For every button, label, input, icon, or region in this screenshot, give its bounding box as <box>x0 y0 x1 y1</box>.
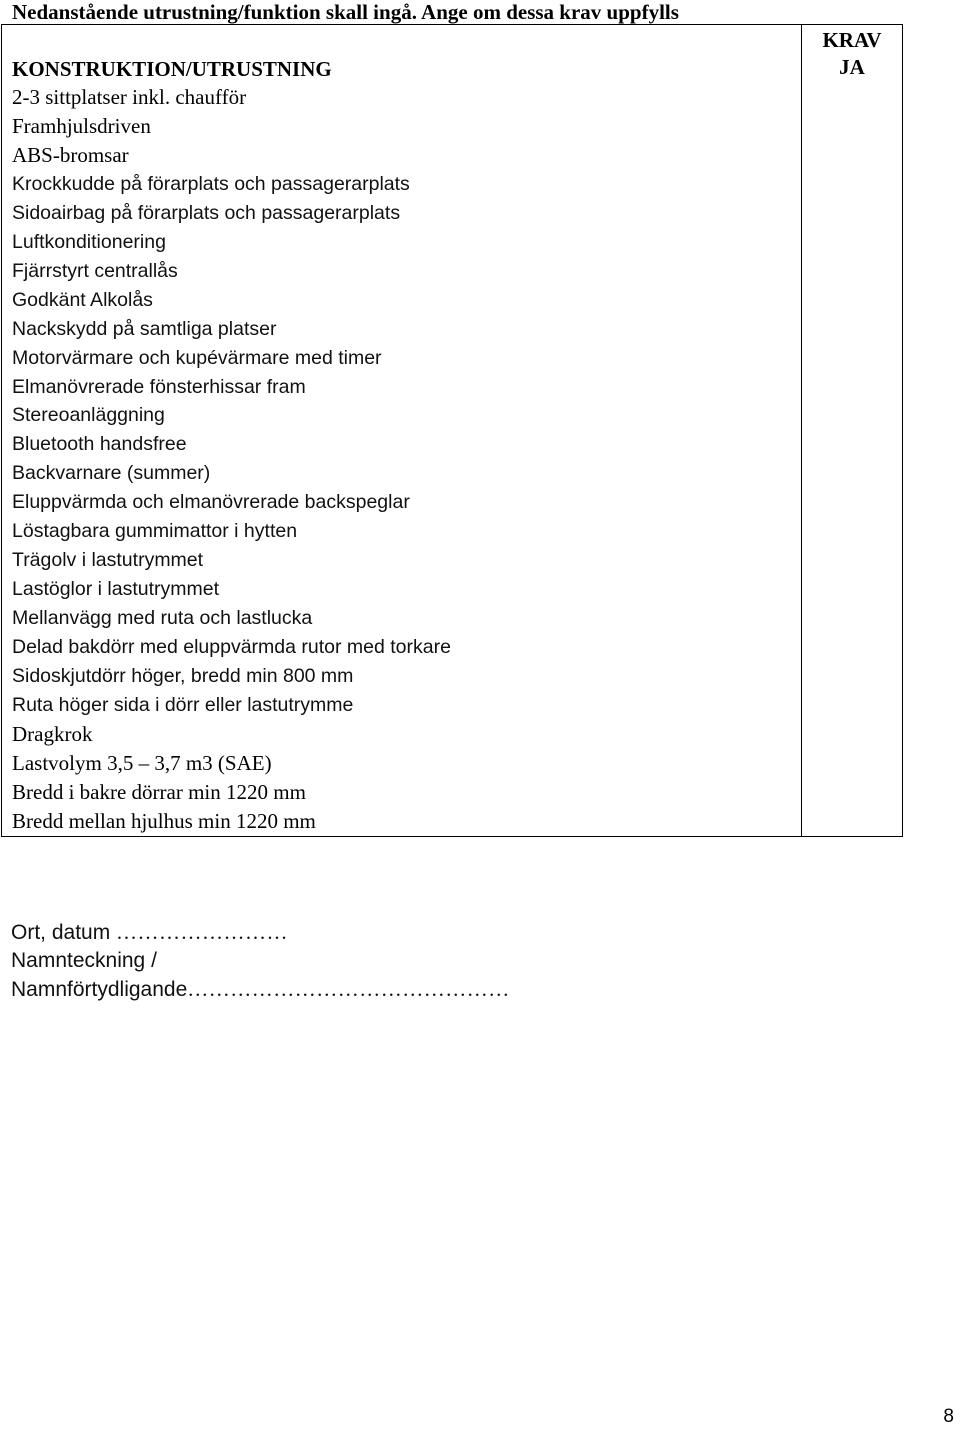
section-heading: KONSTRUKTION/UTRUSTNING <box>12 57 332 81</box>
list-item: ABS-bromsar <box>12 142 129 167</box>
list-item: Krockkudde på förarplats och passagerarplats <box>12 172 410 195</box>
list-item: Ruta höger sida i dörr eller lastutrymme <box>12 694 354 717</box>
list-item: Backvarnare (summer) <box>12 462 211 485</box>
krav-ja-column <box>802 25 903 837</box>
ja-header: JA <box>839 55 865 79</box>
list-item: Bredd i bakre dörrar min 1220 mm <box>12 779 306 804</box>
list-item: Sidoskjutdörr höger, bredd min 800 mm <box>12 665 354 688</box>
page-number: 8 <box>943 1406 954 1427</box>
list-item: Löstagbara gummimattor i hytten <box>12 520 298 543</box>
intro-instruction: Nedanstående utrustning/funktion skall ingå. Ange om dessa krav uppfylls <box>12 0 679 24</box>
list-item: 2-3 sittplatser inkl. chaufför <box>12 85 247 109</box>
list-item: Mellanvägg med ruta och lastlucka <box>12 607 313 630</box>
list-item: Motorvärmare och kupévärmare med timer <box>12 346 382 369</box>
place-date-label: Ort, datum <box>11 921 111 944</box>
list-item: Fjärrstyrt centrallås <box>12 259 178 282</box>
requirements-table <box>1 24 903 837</box>
signature-line <box>11 947 510 975</box>
signature-label: Namnteckning / <box>11 949 157 972</box>
list-item: Nackskydd på samtliga platser <box>12 317 277 340</box>
list-item: Stereoanläggning <box>12 404 165 427</box>
list-item: Bluetooth handsfree <box>12 433 187 456</box>
requirements-list <box>12 55 801 836</box>
list-item: Dragkrok <box>12 721 93 746</box>
list-item: Sidoairbag på förarplats och passagerarplats <box>12 201 401 224</box>
list-item: Bredd mellan hjulhus min 1220 mm <box>12 808 316 833</box>
name-clarification-label: Namnförtydligande <box>11 978 188 1001</box>
list-item: Delad bakdörr med eluppvärmda rutor med torkare <box>12 636 451 659</box>
list-item: Lastvolym 3,5 – 3,7 m3 (SAE) <box>12 750 272 775</box>
list-item: Elmanövrerade fönsterhissar fram <box>12 375 306 398</box>
list-item: Lastöglor i lastutrymmet <box>12 578 219 601</box>
list-item: Luftkonditionering <box>12 230 166 253</box>
list-item: Framhjulsdriven <box>12 113 151 138</box>
requirements-list-cell <box>2 25 802 837</box>
krav-header: KRAV <box>822 28 882 52</box>
table-row <box>2 25 903 837</box>
place-date-dots: …………………… <box>116 920 289 944</box>
list-item: Trägolv i lastutrymmet <box>12 549 204 572</box>
list-item: Eluppvärmda och elmanövrerade backspeglar <box>12 491 410 514</box>
list-item: Godkänt Alkolås <box>12 288 153 311</box>
place-date-line <box>11 918 510 947</box>
signature-block <box>11 918 510 1004</box>
name-clarification-dots: ……………………………………… <box>187 977 510 1001</box>
name-clarification-line <box>11 975 510 1004</box>
